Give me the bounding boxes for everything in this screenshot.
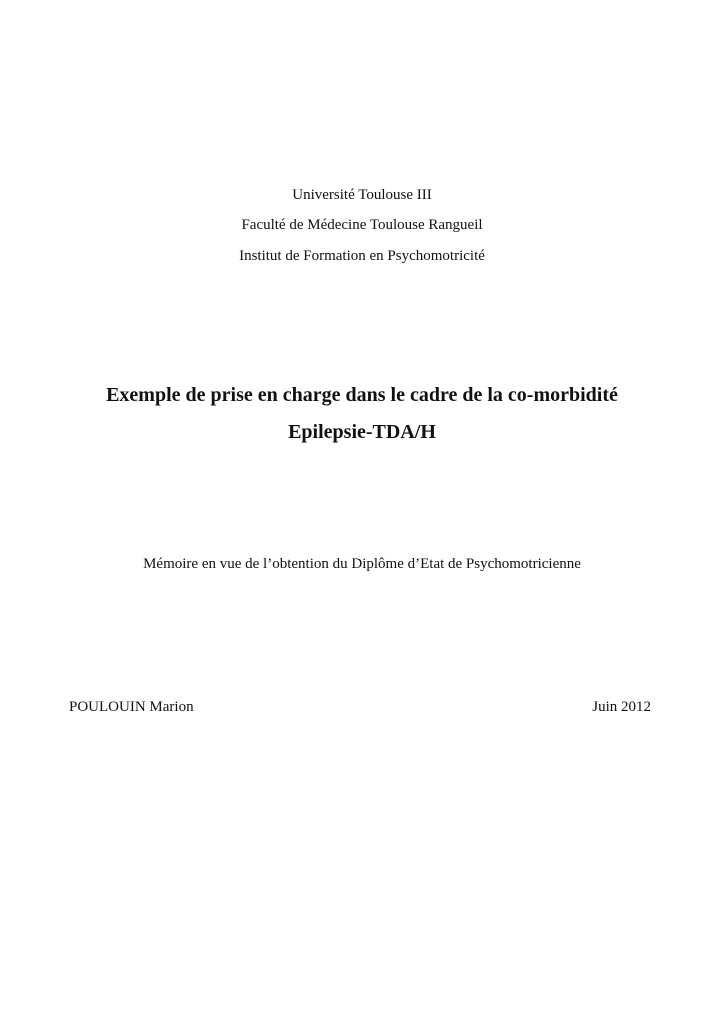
thesis-title-line-2: Epilepsie-TDA/H: [288, 421, 436, 443]
institute-name: Institut de Formation en Psychomotricité: [239, 248, 485, 264]
thesis-subtitle: Mémoire en vue de l’obtention du Diplôme d’Etat de Psychomotricienne: [143, 556, 581, 572]
university-name: Université Toulouse III: [292, 187, 432, 203]
author-name: POULOUIN Marion: [69, 699, 194, 715]
faculty-name: Faculté de Médecine Toulouse Rangueil: [241, 217, 483, 233]
thesis-title-line-1: Exemple de prise en charge dans le cadre de la co-morbidité: [106, 384, 618, 406]
submission-date: Juin 2012: [592, 699, 651, 715]
